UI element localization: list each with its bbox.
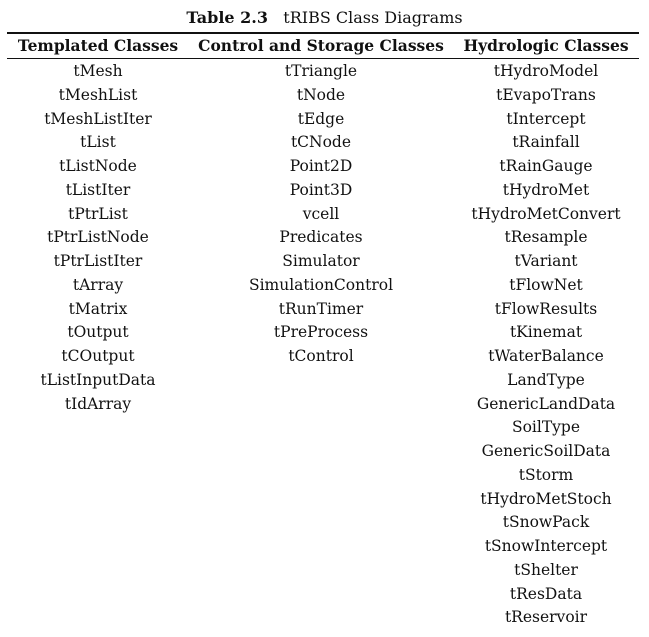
class-name: tIdArray xyxy=(64,394,132,413)
class-name: tListIter xyxy=(65,180,131,199)
table-top-rule xyxy=(7,32,639,34)
class-name: tResample xyxy=(504,228,588,247)
class-name: GenericSoilData xyxy=(481,442,611,460)
class-name: tMeshListIter xyxy=(44,109,152,128)
class-name: tWaterBalance xyxy=(488,347,604,365)
class-name: tRunTimer xyxy=(278,299,364,318)
class-name: Point3D xyxy=(289,180,353,199)
class-name: GenericLandData xyxy=(476,394,616,413)
class-name: tEdge xyxy=(297,109,345,128)
class-name: tCNode xyxy=(290,133,352,152)
class-name: tMesh xyxy=(73,62,123,80)
class-name: Point2D xyxy=(289,157,353,175)
class-name: tNode xyxy=(296,85,346,104)
class-name: tStorm xyxy=(518,465,574,484)
class-name: LandType xyxy=(507,370,585,389)
class-name: tHydroModel xyxy=(493,62,599,80)
class-name: tHydroMetStoch xyxy=(480,489,612,508)
class-name: tOutput xyxy=(67,323,129,342)
class-name: tTriangle xyxy=(284,62,358,80)
class-name: tMeshList xyxy=(58,85,138,104)
class-name: tHydroMet xyxy=(502,180,590,199)
table-header-rule xyxy=(7,58,639,59)
class-name: tEvapoTrans xyxy=(496,85,596,104)
class-name: Predicates xyxy=(279,228,363,247)
class-name: tResData xyxy=(509,584,583,603)
class-name: tPreProcess xyxy=(273,323,369,342)
class-name: tSnowPack xyxy=(502,513,590,532)
class-name: tFlowResults xyxy=(494,299,598,318)
class-name: tReservoir xyxy=(504,608,588,627)
class-name: vcell xyxy=(302,204,340,223)
column-header: Control and Storage Classes xyxy=(198,36,444,55)
class-name: tRainfall xyxy=(512,133,580,152)
class-name: tShelter xyxy=(514,560,578,579)
class-name: tListNode xyxy=(59,157,137,175)
class-list xyxy=(196,61,446,370)
table-caption xyxy=(0,8,649,28)
class-name: tSnowIntercept xyxy=(484,537,608,555)
class-name: tPtrList xyxy=(68,204,128,223)
class-name: tPtrListNode xyxy=(47,228,149,247)
class-name: tRainGauge xyxy=(499,157,593,175)
class-name: SoilType xyxy=(511,418,581,437)
class-name: tKinemat xyxy=(509,323,583,342)
column-header: Hydrologic Classes xyxy=(463,36,629,55)
class-name: tCOutput xyxy=(61,347,135,365)
class-name: tVariant xyxy=(514,252,578,270)
class-name: tArray xyxy=(72,275,124,294)
class-list xyxy=(8,61,188,417)
class-name: tList xyxy=(80,133,116,152)
column-header: Templated Classes xyxy=(17,36,179,55)
class-name: Simulator xyxy=(282,252,360,270)
class-name: tControl xyxy=(288,347,354,365)
class-name: tMatrix xyxy=(68,299,128,318)
class-name: tFlowNet xyxy=(509,275,583,294)
table-title: tRIBS Class Diagrams xyxy=(283,8,463,27)
class-name: tPtrListIter xyxy=(53,252,143,270)
class-name: tHydroMetConvert xyxy=(471,204,621,223)
class-name: tIntercept xyxy=(506,109,586,128)
class-name: tListInputData xyxy=(40,370,156,389)
class-name: SimulationControl xyxy=(248,275,394,294)
table-label: Table 2.3 xyxy=(186,8,268,27)
class-list xyxy=(458,61,634,631)
